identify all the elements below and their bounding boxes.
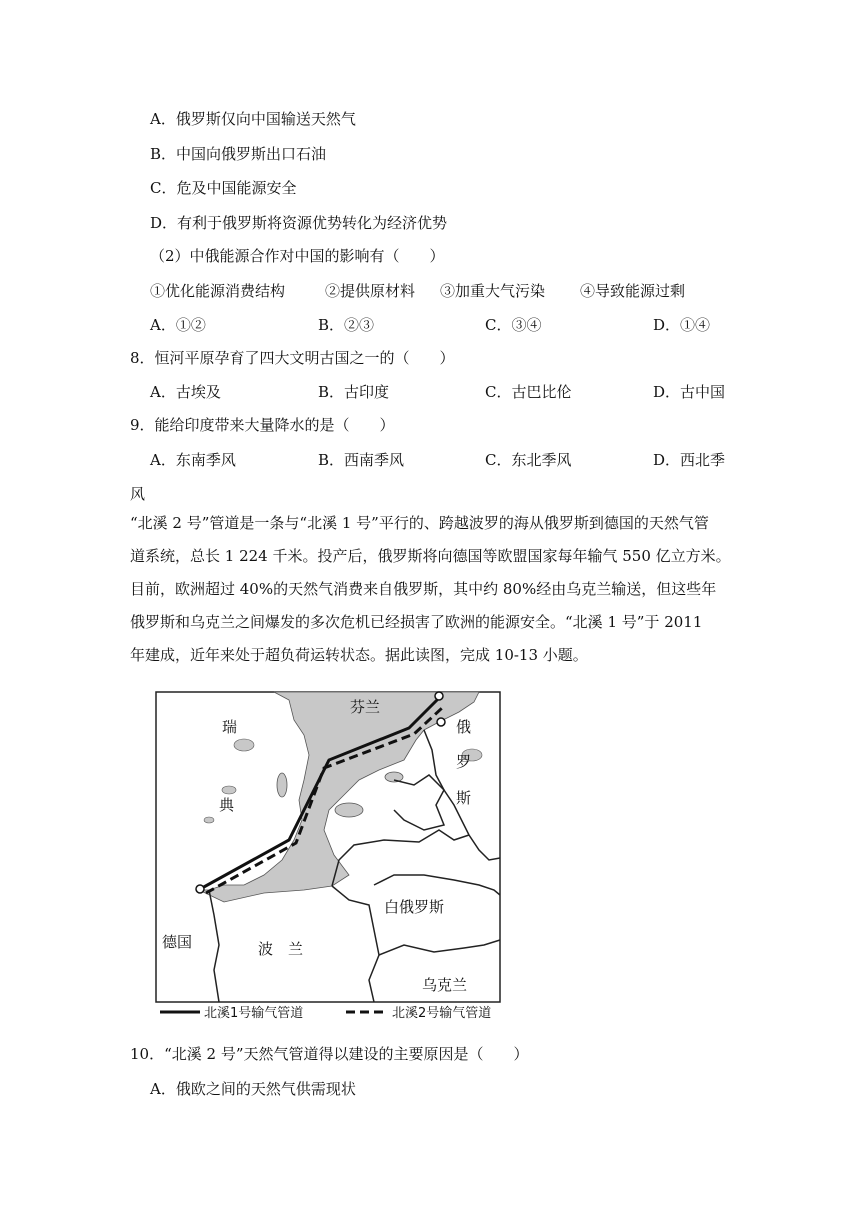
q7-item-2: ②提供原材料 [325,282,416,300]
legend-nordstream1-label: 北溪1号输气管道 [204,1006,304,1021]
q9-option-b: B．西南季风 [318,451,405,469]
passage [130,507,730,672]
label-belarus: 白俄罗斯 [384,898,445,916]
q9-option-a: A．东南季风 [150,451,236,469]
q10-stem: 10．“北溪 2 号”天然气管道得以建设的主要原因是（ ） [130,1045,529,1063]
island [277,773,287,797]
legend-nordstream2-label: 北溪2号输气管道 [392,1006,492,1021]
passage-line: 目前，欧洲超过 40%的天然气消费来自俄罗斯，其中约 80%经由乌克兰输送，但这些年 [130,580,717,598]
passage-line: 年建成，近年来处于超负荷运转状态。据此读图，完成 10-13 小题。 [130,646,588,664]
q7p2-option-b: B．②③ [318,316,375,334]
q9-options [0,449,860,471]
passage-line: “北溪 2 号”管道是一条与“北溪 1 号”平行的、跨越波罗的海从俄罗斯到德国的天然气管 [130,514,709,532]
label-finland: 芬兰 [350,698,381,716]
q9-option-c: C．东北季风 [485,451,572,469]
label-sweden-1: 瑞 [222,718,238,736]
q10-option-a: A．俄欧之间的天然气供需现状 [150,1080,356,1098]
lake [222,786,236,794]
q9-option-d: D．西北季 [653,451,726,469]
q8-option-b: B．古印度 [318,383,390,401]
q8-option-d: D．古中国 [653,383,726,401]
pipeline-end-marker [437,718,445,726]
q9-option-d-wrap: 风 [130,485,146,503]
lake [234,739,254,751]
island [335,803,363,817]
passage-line: 俄罗斯和乌克兰之间爆发的多次危机已经损害了欧洲的能源安全。“北溪 1 号”于 2011 [130,613,703,631]
lake [204,817,214,823]
pipeline-start-marker [196,885,204,893]
q7-option-c: C．危及中国能源安全 [150,179,297,197]
q8-option-a: A．古埃及 [150,383,221,401]
pipeline-end-marker [435,692,443,700]
q9-stem: 9．能给印度带来大量降水的是（ ） [130,416,395,434]
label-russia-3: 斯 [456,789,472,807]
q7p2-option-c: C．③④ [485,316,542,334]
q7-item-1: ①优化能源消费结构 [150,282,286,300]
label-ukraine: 乌克兰 [422,976,468,994]
q8-options [0,381,860,403]
q8-option-c: C．古巴比伦 [485,383,572,401]
passage-line: 道系统，总长 1 224 千米。投产后，俄罗斯将向德国等欧盟国家每年输气 550 亿立方米。 [130,547,731,565]
baltic-pipeline-map [154,690,514,1025]
label-germany: 德国 [162,933,193,951]
q7p2-option-a: A．①② [150,316,206,334]
label-russia-1: 俄 [456,718,472,736]
q7-item-4: ④导致能源过剩 [580,282,686,300]
label-sweden-2: 典 [219,796,235,814]
label-russia-2: 罗 [456,753,472,771]
q7-item-3: ③加重大气污染 [440,282,546,300]
q7p2-option-d: D．①④ [653,316,711,334]
q7-part2-options [0,314,860,336]
q7-option-d: D．有利于俄罗斯将资源优势转化为经济优势 [150,214,448,232]
q7-option-a: A．俄罗斯仅向中国输送天然气 [150,110,356,128]
q7-part2-stem: （2）中俄能源合作对中国的影响有（ ） [150,247,445,265]
q7-part2-items [0,280,860,302]
q7-option-b: B．中国向俄罗斯出口石油 [150,145,327,163]
q8-stem: 8．恒河平原孕育了四大文明古国之一的（ ） [130,349,455,367]
label-poland: 波 兰 [258,940,304,958]
